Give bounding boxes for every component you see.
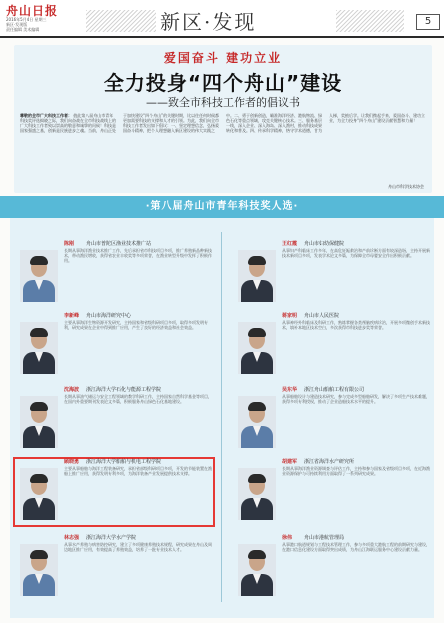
masthead-logo: 舟山日报 (6, 4, 59, 18)
winner-name: 顾晓勇 (64, 459, 80, 465)
winner-name: 徐伟 (282, 535, 293, 541)
proposal-article (14, 45, 432, 193)
winner-card (14, 312, 214, 380)
page-header (0, 0, 444, 38)
winner-name: 胡建军 (282, 459, 298, 465)
winner-affiliation: 浙江海洋大学船舶与机电工程学院 (86, 459, 162, 465)
winner-name: 林志强 (64, 535, 80, 541)
winner-photo (238, 468, 276, 520)
winner-affiliation: 舟山市人民医院 (304, 313, 340, 319)
winner-photo (20, 468, 58, 520)
winner-name: 陈刚 (64, 241, 75, 247)
winner-affiliation: 浙江海洋大学石化与能源工程学院 (86, 387, 162, 393)
winner-bio: 主要从事船舶与海洋工程装备研究，承担省部级科研项目多项，开发的节能装置在渔船上推广应用，获得发明专利多项，为海洋装备产业发展提供技术支撑。 (64, 466, 212, 476)
winner-card (232, 312, 432, 380)
winner-affiliation: 浙江海洋大学水产学院 (86, 535, 137, 541)
header-meta-line: 新区·发现版 (6, 22, 28, 27)
winner-photo (238, 322, 276, 374)
winner-photo (20, 544, 58, 596)
winner-name: 吴东华 (282, 387, 298, 393)
winner-bio: 从事港口航道规划与工程技术管理工作，参与多项重大港航工程的前期研究与建设，在港口信息化建设方面取得突出成绩，为舟山江海联运服务中心建设贡献力量。 (282, 542, 430, 552)
winner-affiliation: 舟山市海洋研究中心 (86, 313, 132, 319)
header-meta-line: 责任编辑 美术编辑 (6, 27, 40, 32)
header-hatch-right (336, 10, 404, 32)
header-hatch-left (86, 10, 156, 32)
winner-photo (238, 544, 276, 596)
winner-affiliation: 浙江舟山船舶工程有限公司 (304, 387, 365, 393)
winner-card (14, 534, 214, 602)
winner-card (232, 386, 432, 454)
winner-bio: 从事妇产科临床工作多年，在高危妊娠救治和产前诊断方面有较深造诣，主持开展新技术新项目多项，发表学术论文多篇，为保障全市母婴安全作出积极贡献。 (282, 248, 430, 258)
winner-affiliation: 舟山市妇幼保健院 (304, 241, 345, 247)
section-title: 新区·发现 (160, 10, 257, 34)
winner-card (232, 240, 432, 308)
winner-photo (20, 322, 58, 374)
proposal-subheadline: ——致全市科技工作者的倡议书 (146, 96, 300, 109)
winner-card (14, 386, 214, 454)
page-number: 5 (416, 14, 440, 30)
proposal-lead: 尊敬的全市广大科技工作者： (20, 113, 72, 118)
winner-affiliation: 舟山市普陀区渔业技术推广站 (86, 241, 152, 247)
proposal-slogan: 爱国奋斗 建功立业 (163, 51, 283, 65)
winner-bio: 从事船舶设计与建造技术研究，参与完成多型船舶研发，解决了多项生产技术难题，获得多项专利授权，推动了企业造船技术水平的提升。 (282, 394, 430, 404)
winner-photo (20, 250, 58, 302)
winner-photo (238, 250, 276, 302)
winner-name: 王红霞 (282, 241, 298, 247)
column-divider (221, 232, 222, 602)
winner-affiliation: 浙江省海洋水产研究所 (304, 459, 355, 465)
winner-name: 蒋家明 (282, 313, 298, 319)
winner-bio: 长期从事海洋渔业技术推广工作，先后承担省市科技项目多项，推广养殖新品种新技术，带动渔民增收，获得省农业丰收奖等多项荣誉，在渔业转型升级中发挥了积极作用。 (64, 248, 212, 263)
winner-card (14, 240, 214, 308)
header-meta (6, 17, 86, 32)
winner-card (232, 458, 432, 526)
winner-affiliation: 舟山市港航管理局 (304, 535, 345, 541)
winner-name: 李新峰 (64, 313, 80, 319)
proposal-signature: 舟山市科学技术协会 (388, 184, 424, 189)
proposal-headline: 全力投身“四个舟山”建设 (103, 71, 343, 95)
winner-bio: 长期从事油气储运与安全工程领域的教学科研工作，主持国家自然科学基金等项目，在国内外重要期刊发表论文多篇，积极服务舟山绿色石化基地建设。 (64, 394, 212, 404)
winner-card-highlighted (14, 458, 214, 526)
header-meta-line: 2016年5月4日 星期三 (6, 17, 47, 22)
proposal-text: 值此第八届舟山市青年科技奖评选揭晓之际，我们向奋战在全市科技战线上的广大科技工作者致以崇高的敬意和诚挚的问候！科技是国家强盛之基，创新是民族进步之魂。当前，舟山正处于加快建设“四个舟山”的关键时期，比以往任何时候都更加需要科技的支撑和人才的引领。为此，我们向全市科技工作者发出如下倡议：一、坚定理想信念，弘扬爱国奋斗精神，把个人理想融入新区建设的伟大实践之中。二、勇于创新创造，瞄准海洋经济、港航物流、绿色石化等重点领域，攻克关键核心技术。三、服务基层一线，深入企业、深入海岛、深入渔村，推动科技成果转化和普及。四、传承科学精神，恪守学术道德，甘为人梯，奖掖后学。让我们携起手来，爱国奋斗、建功立业，为全力投身“四个舟山”建设贡献智慧和力量！ (20, 113, 425, 133)
winner-bio: 从事水产养殖与病害防控研究，建立了多项健康养殖技术规程，研究成果在舟山及周边地区推广应用，有效提高了养殖效益，培养了一批专业技术人才。 (64, 542, 212, 552)
proposal-body (20, 113, 426, 185)
winner-bio: 从事神经外科临床及科研工作，熟练掌握各类颅脑疾病诊治，开展多项微创手术新技术，填补本地区技术空白，多次获得市科技进步奖等荣誉。 (282, 320, 430, 330)
winner-bio: 主要从事海洋生物资源开发研究，主持国家和省级科研项目多项，取得多项发明专利，研究成果在企业中得到推广应用，产生了良好的经济效益和社会效益。 (64, 320, 208, 330)
winner-card (232, 534, 432, 602)
winner-photo (20, 396, 58, 448)
winner-bio: 长期从事海洋渔业资源调查与评估工作，主持和参与国家及省级项目多项，在近海渔业资源保护与可持续利用方面取得了一系列研究成果。 (282, 466, 430, 476)
award-title: ·第八届舟山市青年科技奖人选· (145, 201, 299, 212)
award-title-band (0, 196, 444, 218)
winner-photo (238, 396, 276, 448)
winner-name: 沈海波 (64, 387, 80, 393)
